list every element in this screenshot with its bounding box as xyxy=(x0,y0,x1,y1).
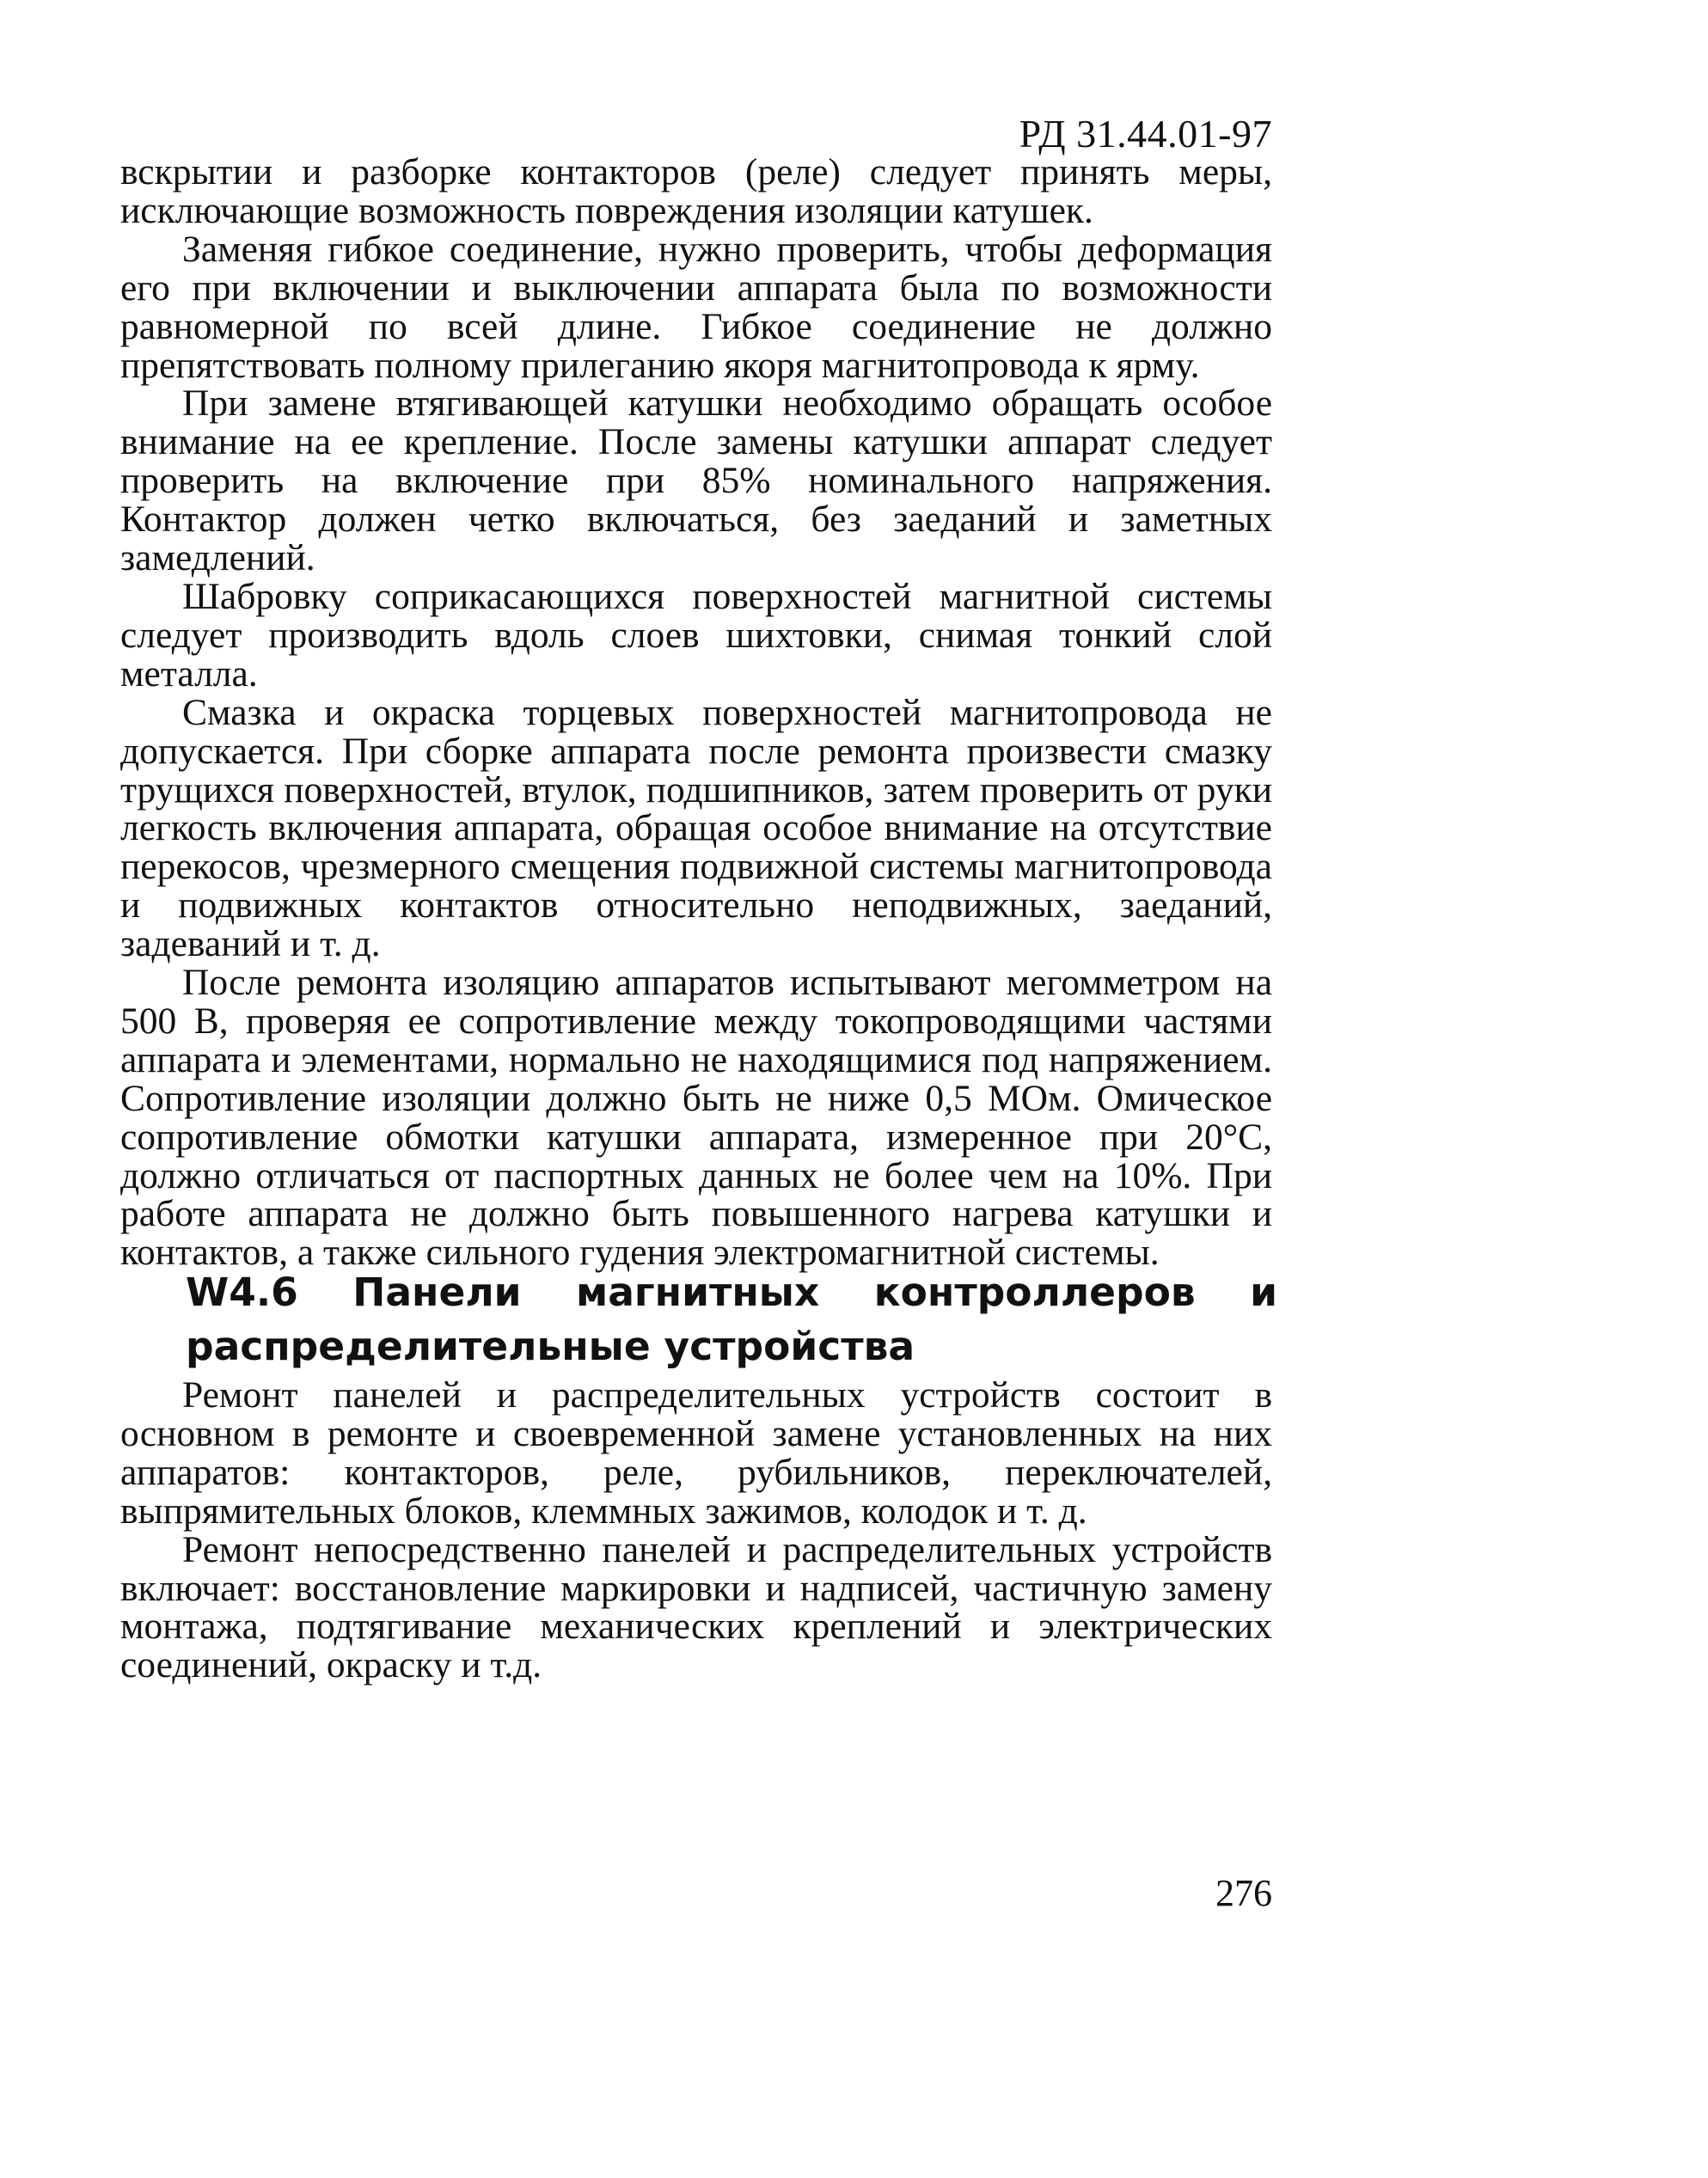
document-code: РД 31.44.01-97 xyxy=(1019,112,1272,156)
page-number: 276 xyxy=(1215,1872,1272,1914)
paragraph-panel-repair-details: Ремонт непосредственно панелей и распределительных устройств включает: восстановление маркировки и надписей, частичную замену монтажа, подтягивание механических креплений и электрических соединений, окраску и т.д. xyxy=(120,1528,1272,1686)
body-text-top xyxy=(120,153,1272,1272)
paragraph-lubrication: Смазка и окраска торцевых поверхностей магнитопровода не допускается. При сборке аппарата после ремонта произвести смазку трущихся поверхностей, втулок, подшипников, затем проверить от руки легкость включения аппарата, обращая особое внимание на отсутствие перекосов, чрезмерного смещения подвижной системы магнитопровода и подвижных контактов относительно неподвижных, заеданий, задеваний и т. д. xyxy=(120,691,1272,965)
paragraph-continuation: вскрытии и разборке контакторов (реле) следует принять меры, исключающие возможность повреждения изоляции катушек. xyxy=(120,151,1272,231)
paragraph-coil-replacement: При замене втягивающей катушки необходимо обращать особое внимание на ее крепление. После замены катушки аппарат следует проверить на включение при 85% номинального напряжения. Контактор должен четко включаться, без заеданий и заметных замедлений. xyxy=(120,382,1272,579)
body-text-section xyxy=(120,1376,1272,1685)
section-heading: W4.6 Панели магнитных контроллеров и распределительные устройства xyxy=(186,1269,1277,1369)
paragraph-scraping: Шабровку соприкасающихся поверхностей магнитной системы следует производить вдоль слоев шихтовки, снимая тонкий слой металла. xyxy=(120,575,1272,694)
paragraph-insulation-test: После ремонта изоляцию аппаратов испытывают мегомметром на 500 В, проверяя ее сопротивление между токопроводящими частями аппарата и элементами, нормально не находящимися под напряжением. Сопротивление изоляции должно быть не ниже 0,5 МОм. Омическое сопротивление обмотки катушки аппарата, измеренное при 20°С, должно отличаться от паспортных данных не более чем на 10%. При работе аппарата не должно быть повышенного нагрева катушки и контактов, а также сильного гудения электромагнитной системы. xyxy=(120,962,1272,1274)
paragraph-panel-repair: Ремонт панелей и распределительных устройств состоит в основном в ремонте и своевременной замене установленных на них аппаратов: контакторов, реле, рубильников, переключателей, выпрямительных блоков, клеммных зажимов, колодок и т. д. xyxy=(120,1374,1272,1532)
paragraph-flexible-connection: Заменяя гибкое соединение, нужно проверить, чтобы деформация его при включении и выключении аппарата была по возможности равномерной по всей длине. Гибкое соединение не должно препятствовать полному прилеганию якоря магнитопровода к ярму. xyxy=(120,228,1272,386)
